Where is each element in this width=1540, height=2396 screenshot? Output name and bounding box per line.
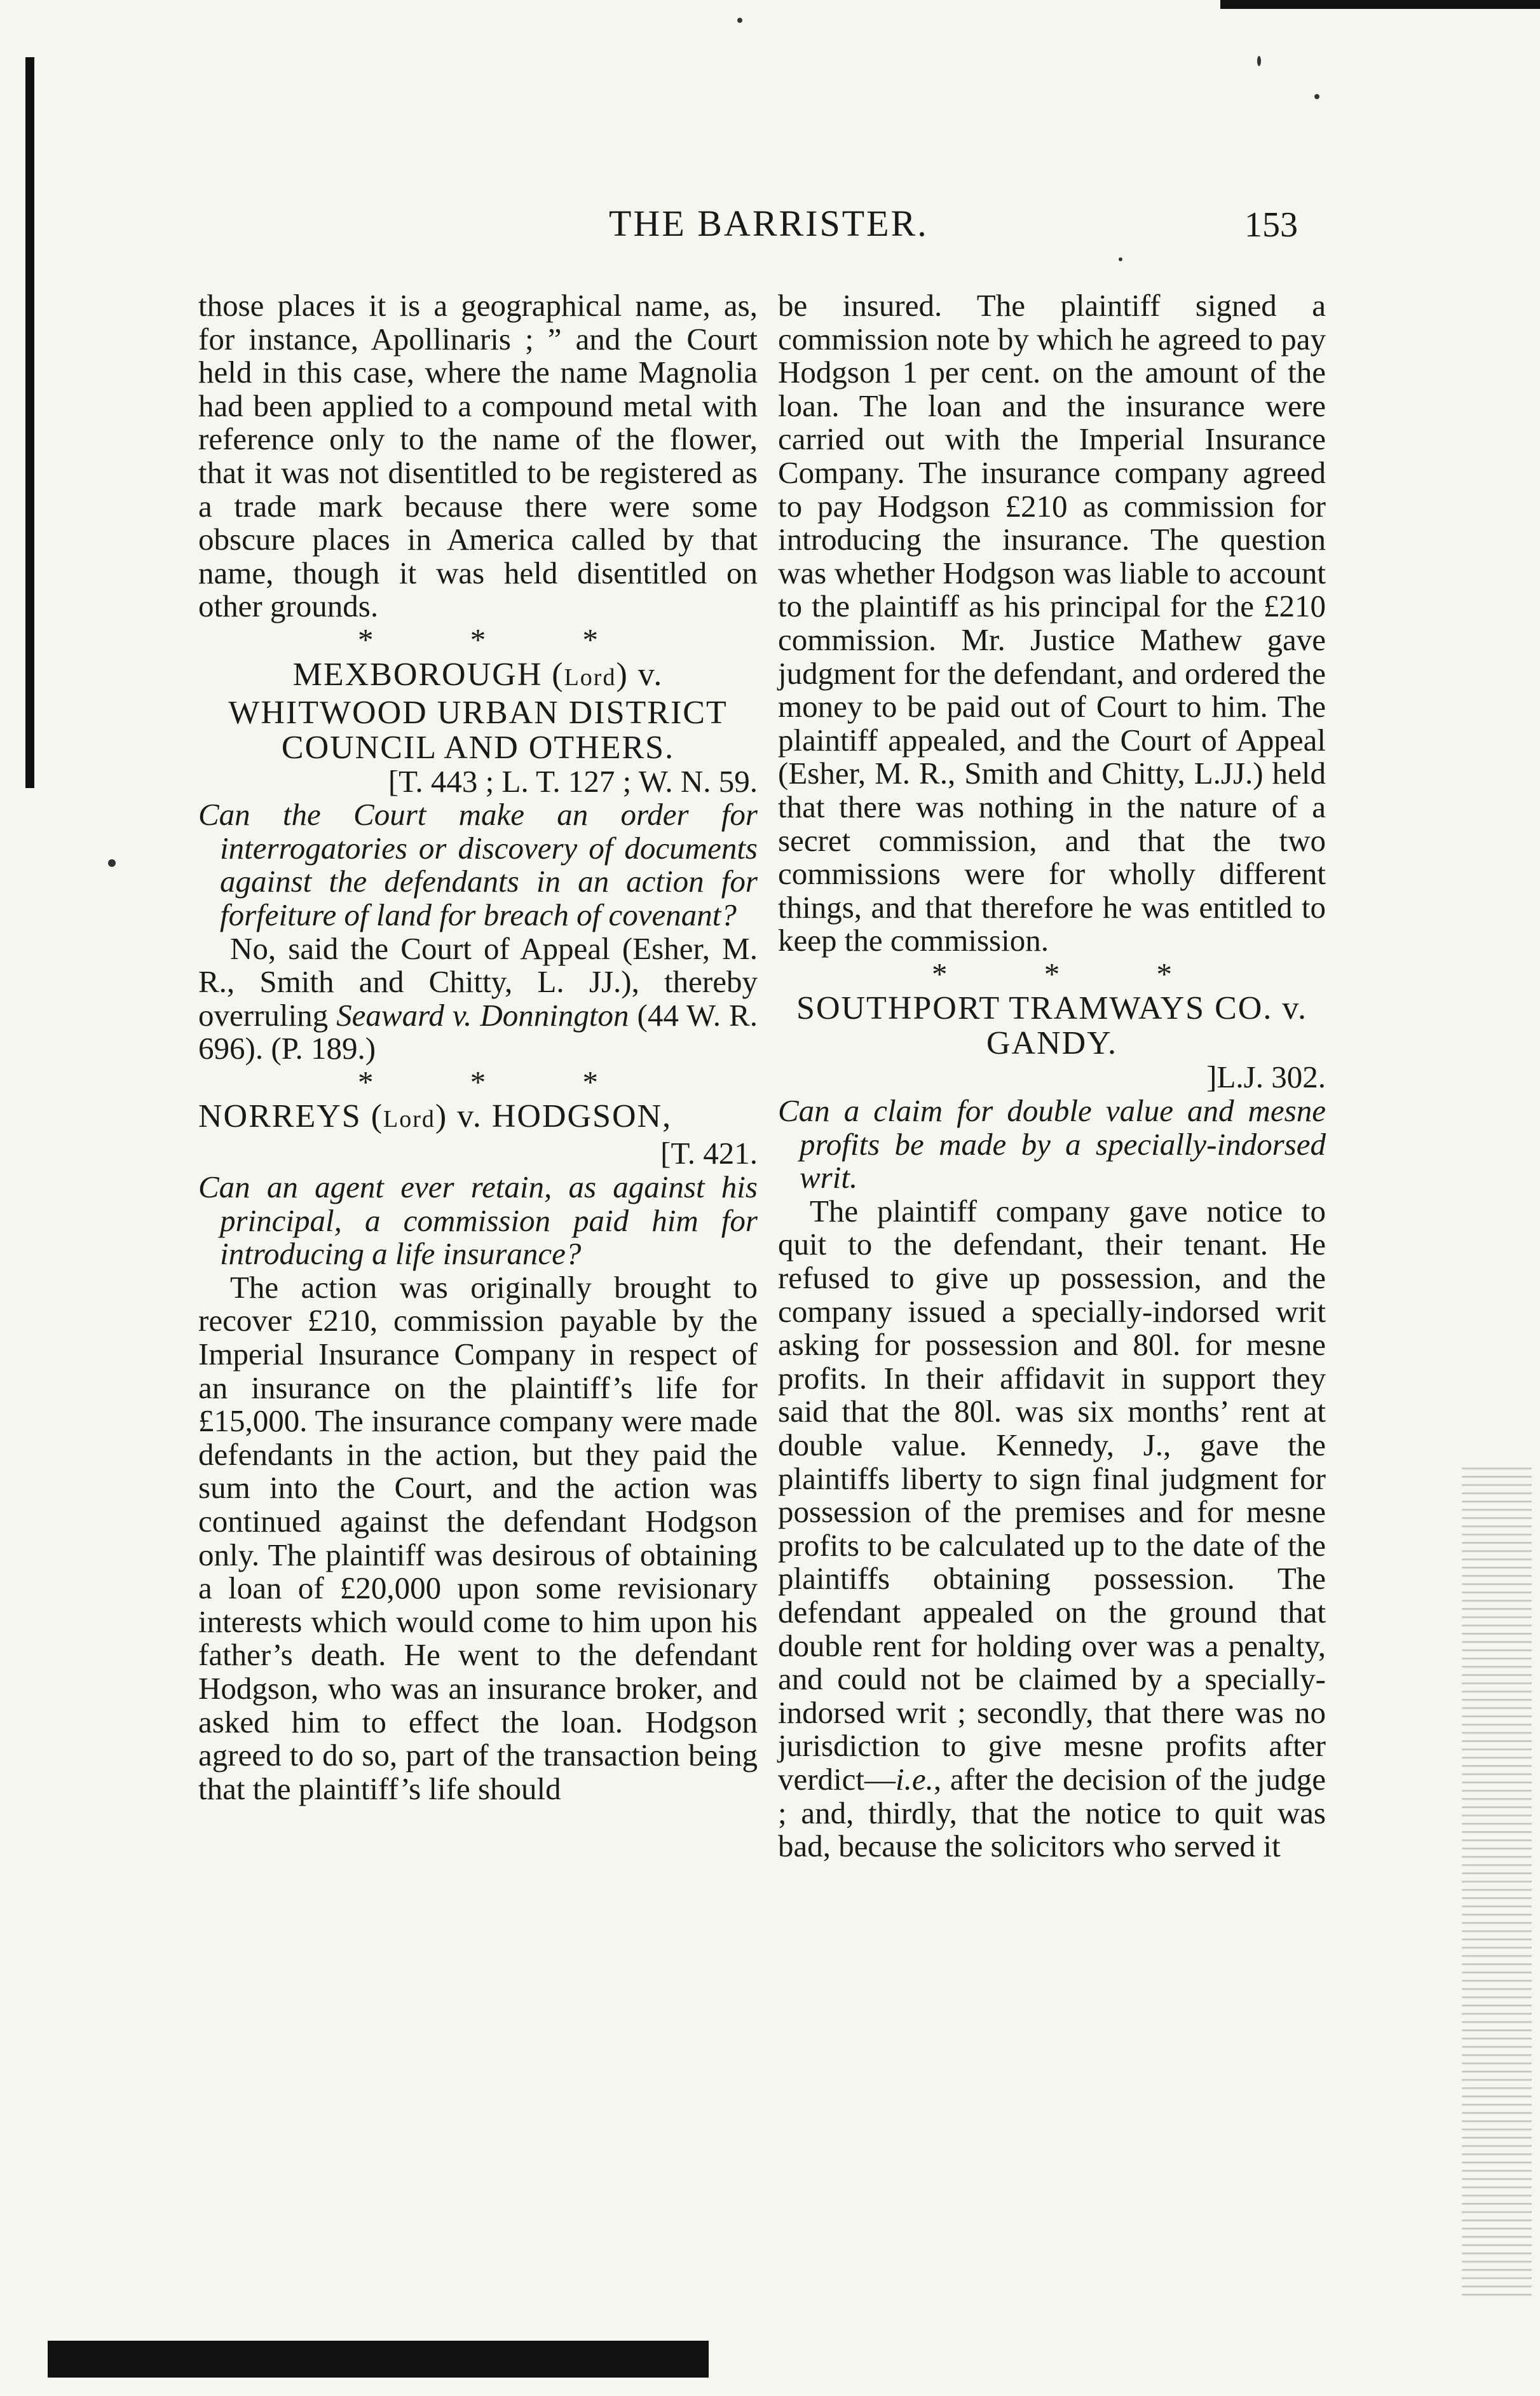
scan-edge-bar	[48, 2341, 709, 2378]
case-title: NORREYS (Lord) v. HODGSON,	[198, 1098, 672, 1135]
case-question: Can the Court make an order for interrogatories or discovery of documents against the defendants in an action for forfeiture of land for breach of covenant?	[198, 797, 758, 932]
case-answer: No, said the Court of Appeal (Esher, M. R., Smith and Chitty, L. JJ.), thereby overruling Seaward v. Donnington (44 W. R. 696). (P. 189.)	[198, 930, 758, 1066]
case-question: Can an agent ever retain, as against his principal, a commission paid him for introducing a life insurance?	[198, 1169, 758, 1272]
scan-edge-noise	[1462, 1462, 1532, 2301]
case-body: The action was originally brought to recover £210, commission payable by the Imperial Insurance Company in respect of an insurance on the plaintiff’s life for £15,000. The insurance company were made defendants in the action, but they paid the sum into the Court, and the action was continued against the defendant Hodgson only. The plaintiff was desirous of obtaining a loan of £20,000 upon some revisionary interests which would come to him upon his father’s death. He went to the defendant Hodgson, who was an insurance broker, and asked him to effect the loan. Hodgson agreed to do so, part of the transaction being that the plaintiff’s life should	[198, 1269, 758, 1806]
case-citation: [T. 421.	[660, 1136, 758, 1171]
running-head	[0, 202, 1540, 253]
scan-speck	[1257, 56, 1261, 66]
case-title: MEXBOROUGH (Lord) v. WHITWOOD URBAN DISTRICT COUNCIL AND OTHERS.	[228, 656, 728, 766]
case-citation: ]L.J. 302.	[1206, 1059, 1326, 1095]
scan-speck	[1119, 257, 1122, 261]
continued-paragraph: those places it is a geographical name, as, for instance, Apollinaris ; ” and the Court held in this case, where the name Magnolia had been applied to a compound metal with reference only to the name of the flower, that it was not disentitled to be registered as a trade mark because there were some obscure places in America called by that name, though it was held disentitled on other grounds.	[198, 288, 758, 624]
scan-edge-bar	[1220, 0, 1540, 9]
section-separator: * * *	[932, 956, 1216, 991]
page-number: 153	[1244, 205, 1298, 245]
scan-speck	[737, 18, 742, 23]
journal-title: THE BARRISTER.	[609, 203, 929, 244]
case-question: Can a claim for double value and mesne profits be made by a specially-indorsed writ.	[778, 1093, 1326, 1195]
case-title: SOUTHPORT TRAMWAYS CO. v. GANDY.	[796, 990, 1307, 1062]
case-body: The plaintiff company gave notice to quit to the defendant, their tenant. He refused to give up possession, and the company issued a specially-indorsed writ asking for possession and 80l. for mesne profits. In their affidavit in support they said that the 80l. was six months’ rent at double value. Kennedy, J., gave the plaintiffs liberty to sign final judgment for possession of the premises and for mesne profits to be calculated up to the date of the plaintiffs obtaining possession. The defendant appealed on the ground that double rent for holding over was a penalty, and could not be claimed by a specially-indorsed writ ; secondly, that there was no jurisdiction to give mesne profits after verdict—i.e., after the decision of the judge ; and, thirdly, that the notice to quit was bad, because the solicitors who served it	[778, 1193, 1326, 1864]
case-citation: [T. 443 ; L. T. 127 ; W. N. 59.	[388, 763, 758, 799]
scan-speck	[1314, 94, 1319, 99]
continued-paragraph: be insured. The plaintiff signed a commission note by which he agreed to pay Hodgson 1 per cent. on the amount of the loan. The loan and the insurance were carried out with the Imperial Insurance Company. The insurance company agreed to pay Hodgson £210 as commission for introducing the insurance. The question was whether Hodgson was liable to account to the plaintiff as his principal for the £210 commission. Mr. Justice Mathew gave judgment for the defendant, and ordered the money to be paid out of Court to him. The plaintiff appealed, and the Court of Appeal (Esher, M. R., Smith and Chitty, L.JJ.) held that there was nothing in the nature of a secret commission, and that the two commissions were for wholly different things, and that therefore he was entitled to keep the commission.	[778, 288, 1326, 958]
left-column	[198, 289, 758, 1806]
scan-speck	[108, 859, 116, 867]
section-separator: * * *	[358, 1064, 643, 1099]
right-column	[778, 289, 1326, 1863]
section-separator: * * *	[358, 622, 643, 657]
scan-edge-bar	[25, 57, 34, 788]
